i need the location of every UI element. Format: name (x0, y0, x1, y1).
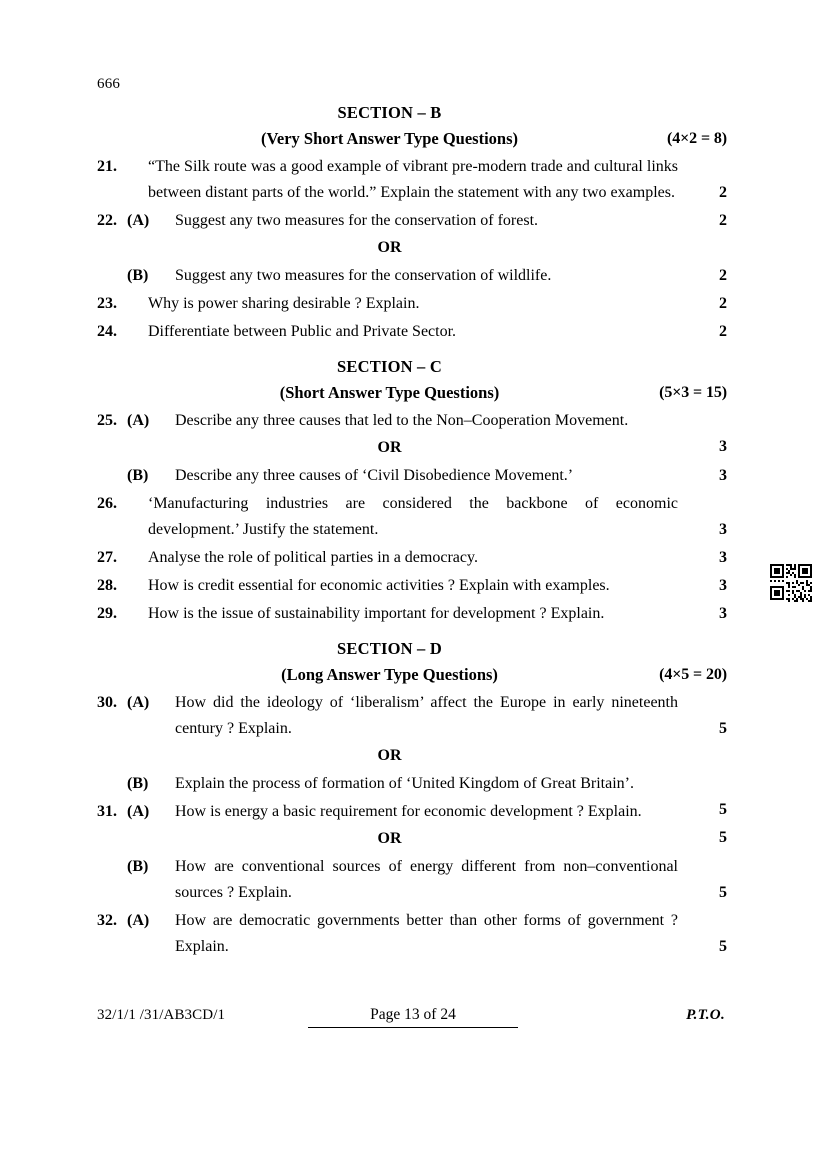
question-21-text: “The Silk route was a good example of vibrant pre-modern trade and cultural links between distant parts of the world.” Explain the statement with any two examples. (148, 158, 678, 201)
question-23-marks: 2 (719, 295, 727, 312)
question-26 (97, 491, 727, 543)
question-22-option-b-marks: 2 (719, 267, 727, 284)
question-31-option-a (97, 799, 727, 846)
question-30-option-b-label: (B) (127, 775, 149, 792)
or-divider-30: OR (377, 747, 402, 764)
question-29-text: How is the issue of sustainability important for development ? Explain. (148, 605, 605, 622)
question-22-option-a (97, 208, 727, 234)
section-subheading-row-c (97, 380, 727, 406)
section-subheading-row-d (97, 662, 727, 688)
question-29 (97, 601, 727, 627)
section-heading-b: SECTION – B (337, 103, 442, 122)
question-30-option-a-label: (A) (127, 694, 150, 711)
footer-page-label: Page 13 of 24 (370, 1006, 456, 1023)
question-31-option-a-label: (A) (127, 803, 150, 820)
question-32-option-a-text: How are democratic governments better than other forms of government ? Explain. (175, 912, 678, 955)
section-subtitle-d: (Long Answer Type Questions) (281, 665, 498, 684)
question-32-option-a-marks: 5 (719, 938, 727, 955)
question-26-marks: 3 (719, 521, 727, 538)
question-23-number: 23. (97, 295, 117, 312)
question-25-option-a-text: Describe any three causes that led to the Non–Cooperation Movement. (175, 412, 629, 429)
footer-pto: P.T.O. (686, 1007, 725, 1023)
question-25-option-a-label: (A) (127, 412, 150, 429)
question-25-option-b-marks: 3 (719, 467, 727, 484)
question-31-option-b-marks: 5 (719, 884, 727, 901)
page-top-code: 666 (97, 76, 121, 92)
section-heading-c: SECTION – C (337, 357, 442, 376)
question-24-number: 24. (97, 323, 117, 340)
question-paper-content (97, 100, 727, 960)
question-25-option-b-text: Describe any three causes of ‘Civil Disobedience Movement.’ (175, 467, 574, 484)
question-29-marks: 3 (719, 605, 727, 622)
question-31-option-b (97, 854, 727, 906)
question-30-option-b-marks: 5 (719, 801, 727, 818)
question-26-text: ‘Manufacturing industries are considered the backbone of economic development.’ Justify the statement. (148, 495, 678, 538)
section-heading-d: SECTION – D (337, 639, 442, 658)
question-25-number: 25. (97, 412, 117, 429)
question-22-option-b (97, 263, 727, 289)
question-28 (97, 573, 727, 599)
question-31-number: 31. (97, 803, 117, 820)
question-23 (97, 291, 727, 317)
section-marks-formula-d: (4×5 = 20) (659, 666, 727, 683)
footer-rule (308, 1027, 518, 1028)
question-30-option-a-text: How did the ideology of ‘liberalism’ affect the Europe in early nineteenth century ? Explain. (175, 694, 678, 737)
question-24-text: Differentiate between Public and Private Sector. (148, 323, 457, 340)
question-31-option-a-text: How is energy a basic requirement for economic development ? Explain. (175, 803, 642, 820)
question-30-option-a-marks: 5 (719, 720, 727, 737)
footer-page-indicator (308, 1004, 518, 1028)
or-divider-22: OR (377, 239, 402, 256)
section-marks-formula-b: (4×2 = 8) (667, 130, 727, 147)
question-22-option-a-marks: 2 (719, 212, 727, 229)
question-28-marks: 3 (719, 577, 727, 594)
page-footer (97, 1004, 727, 1034)
question-22-option-a-label: (A) (127, 212, 150, 229)
question-22-option-a-text: Suggest any two measures for the conservation of forest. (175, 212, 539, 229)
question-23-text: Why is power sharing desirable ? Explain. (148, 295, 420, 312)
footer-paper-code: 32/1/1 /31/AB3CD/1 (97, 1007, 226, 1023)
question-26-number: 26. (97, 495, 117, 512)
question-29-number: 29. (97, 605, 117, 622)
question-21-number: 21. (97, 158, 117, 175)
question-24 (97, 319, 727, 345)
question-25-option-b (97, 463, 727, 489)
question-27-number: 27. (97, 549, 117, 566)
question-32-option-a (97, 908, 727, 960)
question-31-option-a-marks: 5 (719, 829, 727, 846)
section-marks-formula-c: (5×3 = 15) (659, 384, 727, 401)
question-32-option-a-label: (A) (127, 912, 150, 929)
question-30-number: 30. (97, 694, 117, 711)
question-28-number: 28. (97, 577, 117, 594)
question-32-number: 32. (97, 912, 117, 929)
question-21 (97, 154, 727, 206)
question-31-option-b-text: How are conventional sources of energy different from non–conventional sources ? Explain. (175, 858, 678, 901)
question-27 (97, 545, 727, 571)
question-25-option-a-marks: 3 (719, 438, 727, 455)
section-subtitle-b: (Very Short Answer Type Questions) (261, 129, 518, 148)
question-30-option-a (97, 690, 727, 742)
or-divider-31: OR (377, 830, 402, 847)
question-27-text: Analyse the role of political parties in a democracy. (148, 549, 478, 566)
question-22-option-b-text: Suggest any two measures for the conservation of wildlife. (175, 267, 552, 284)
question-24-marks: 2 (719, 323, 727, 340)
section-subheading-row-b (97, 126, 727, 152)
question-21-marks: 2 (719, 184, 727, 201)
question-22-option-b-label: (B) (127, 267, 149, 284)
question-25-option-b-label: (B) (127, 467, 149, 484)
question-28-text: How is credit essential for economic activities ? Explain with examples. (148, 577, 610, 594)
question-27-marks: 3 (719, 549, 727, 566)
section-subtitle-c: (Short Answer Type Questions) (279, 383, 500, 402)
or-divider-25: OR (377, 439, 402, 456)
question-22-number: 22. (97, 212, 117, 229)
qr-code-icon (768, 562, 814, 604)
question-30-option-b-text: Explain the process of formation of ‘United Kingdom of Great Britain’. (175, 775, 634, 792)
question-31-option-b-label: (B) (127, 858, 149, 875)
